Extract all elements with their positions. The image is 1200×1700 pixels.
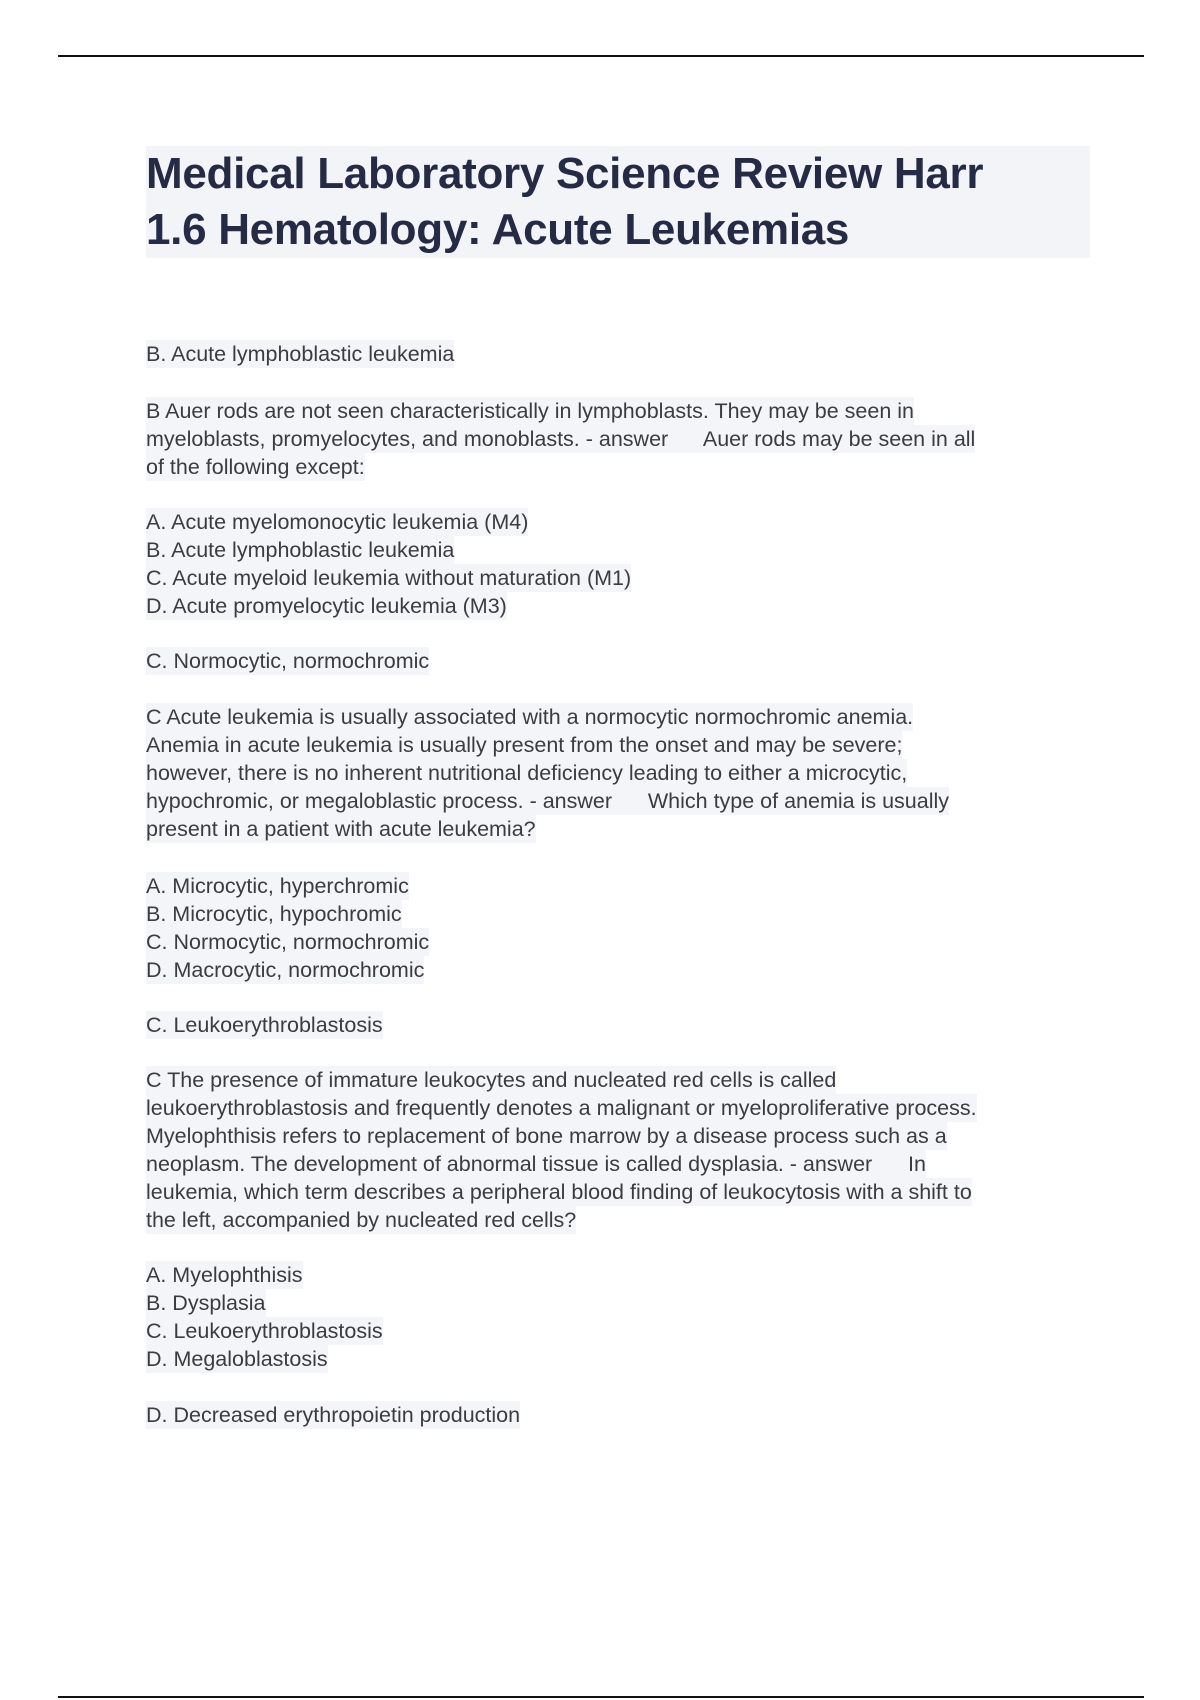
explanation-2: [146, 703, 949, 843]
option: D. Macrocytic, normochromic: [146, 958, 425, 982]
explanation-line: Myelophthisis refers to replacement of bone marrow by a disease process such as a: [146, 1124, 947, 1148]
options-1: [146, 508, 631, 620]
option: A. Acute myelomonocytic leukemia (M4): [146, 510, 529, 534]
option: C. Normocytic, normochromic: [146, 930, 430, 954]
explanation-line: however, there is no inherent nutritional deficiency leading to either a microcytic,: [146, 761, 908, 785]
explanation-line: myeloblasts, promyelocytes, and monoblasts. - answer Auer rods may be seen in all: [146, 427, 976, 451]
option: B. Microcytic, hypochromic: [146, 902, 402, 926]
answer-4: [146, 1401, 520, 1429]
explanation-line: neoplasm. The development of abnormal tissue is called dysplasia. - answer In: [146, 1152, 926, 1176]
answer-text: C. Normocytic, normochromic: [146, 649, 430, 673]
explanation-line: B Auer rods are not seen characteristically in lymphoblasts. They may be seen in: [146, 399, 915, 423]
answer-text: C. Leukoerythroblastosis: [146, 1013, 383, 1037]
option: B. Acute lymphoblastic leukemia: [146, 538, 455, 562]
title-line: Medical Laboratory Science Review Harr: [146, 149, 984, 198]
option: D. Megaloblastosis: [146, 1347, 328, 1371]
answer-3: [146, 1011, 383, 1039]
explanation-line: C The presence of immature leukocytes and nucleated red cells is called: [146, 1068, 837, 1092]
explanation-line: Anemia in acute leukemia is usually present from the onset and may be severe;: [146, 733, 903, 757]
bottom-rule: [58, 1696, 1144, 1698]
explanation-1: [146, 397, 975, 481]
answer-1: [146, 340, 454, 368]
explanation-3: [146, 1066, 977, 1234]
title-line: 1.6 Hematology: Acute Leukemias: [146, 205, 850, 254]
option: C. Acute myeloid leukemia without maturation (M1): [146, 566, 632, 590]
explanation-line: of the following except:: [146, 455, 365, 479]
option: A. Microcytic, hyperchromic: [146, 874, 409, 898]
option: D. Acute promyelocytic leukemia (M3): [146, 594, 507, 618]
answer-text: B. Acute lymphoblastic leukemia: [146, 342, 455, 366]
explanation-line: C Acute leukemia is usually associated with a normocytic normochromic anemia.: [146, 705, 914, 729]
option: B. Dysplasia: [146, 1291, 266, 1315]
answer-text: D. Decreased erythropoietin production: [146, 1403, 521, 1427]
explanation-line: leukemia, which term describes a peripheral blood finding of leukocytosis with a shift to: [146, 1180, 972, 1204]
explanation-line: the left, accompanied by nucleated red cells?: [146, 1208, 577, 1232]
options-2: [146, 872, 429, 984]
page-title: [146, 146, 1090, 258]
top-rule: [58, 55, 1144, 57]
option: A. Myelophthisis: [146, 1263, 303, 1287]
explanation-line: leukoerythroblastosis and frequently denotes a malignant or myeloproliferative process.: [146, 1096, 977, 1120]
answer-2: [146, 647, 429, 675]
explanation-line: present in a patient with acute leukemia?: [146, 817, 536, 841]
options-3: [146, 1261, 383, 1373]
option: C. Leukoerythroblastosis: [146, 1319, 383, 1343]
explanation-line: hypochromic, or megaloblastic process. - answer Which type of anemia is usually: [146, 789, 949, 813]
